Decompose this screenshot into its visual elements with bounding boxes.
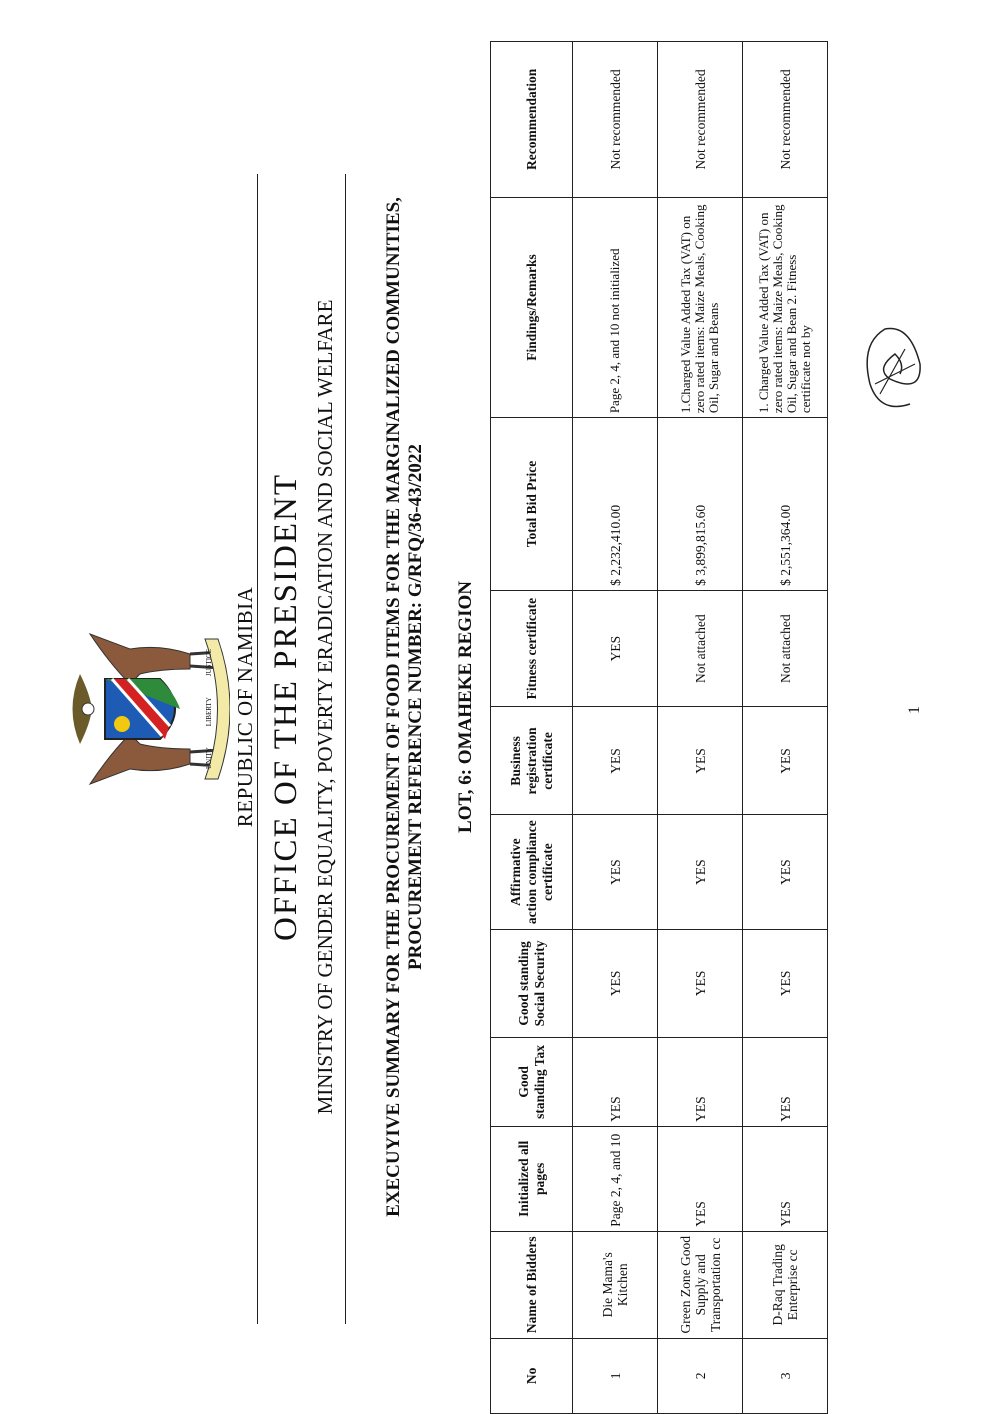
table-row xyxy=(573,42,658,1414)
motto-liberty: LIBERTY xyxy=(205,697,213,727)
cell-social-security: YES xyxy=(573,929,658,1037)
cell-business-registration: YES xyxy=(573,707,658,815)
cell-total-bid-price: $ 2,551,364.00 xyxy=(743,418,828,591)
cell-bidder-name: D-Raq Trading Enterprise cc xyxy=(743,1231,828,1338)
cell-no: 1 xyxy=(573,1338,658,1413)
cell-tax: YES xyxy=(743,1037,828,1126)
cell-total-bid-price: $ 3,899,815.60 xyxy=(658,418,743,591)
header-total-bid-price: Total Bid Price xyxy=(491,418,573,591)
header-fitness: Fitness certificate xyxy=(491,590,573,707)
header-no: No xyxy=(491,1338,573,1413)
cell-affirmative-action: YES xyxy=(658,815,743,929)
ministry-heading: MINISTRY OF GENDER EQUALITY, POVERTY ERADICATION AND SOCIAL WELFARE xyxy=(313,299,337,1115)
cell-recommendation: Not recommended xyxy=(743,42,828,198)
signature-icon xyxy=(850,314,930,424)
header-affirmative-action: Affirmative action compliance certificate xyxy=(491,815,573,929)
cell-social-security: YES xyxy=(743,929,828,1037)
table-row xyxy=(743,42,828,1414)
republic-heading: REPUBLIC OF NAMIBIA xyxy=(233,586,257,828)
header-rule-bottom xyxy=(345,174,346,1324)
header-bidder-name: Name of Bidders xyxy=(491,1231,573,1338)
lot-heading: LOT, 6: OMAHEKE REGION xyxy=(455,581,476,833)
summary-title xyxy=(383,0,427,1414)
cell-no: 2 xyxy=(658,1338,743,1413)
cell-recommendation: Not recommended xyxy=(658,42,743,198)
page-number: 1 xyxy=(906,706,923,714)
summary-line-2: PROCUREMENT REFERENCE NUMBER: G/RFQ/36-43/2022 xyxy=(405,444,426,970)
cell-affirmative-action: YES xyxy=(743,815,828,929)
cell-social-security: YES xyxy=(658,929,743,1037)
cell-fitness: Not attached xyxy=(658,590,743,707)
header-rule-top xyxy=(257,174,258,1324)
header-tax: Good standing Tax xyxy=(491,1037,573,1126)
cell-business-registration: YES xyxy=(743,707,828,815)
motto-justice: JUSTICE xyxy=(205,649,213,677)
cell-fitness: YES xyxy=(573,590,658,707)
cell-total-bid-price: $ 2,232,410.00 xyxy=(573,418,658,591)
cell-business-registration: YES xyxy=(658,707,743,815)
bid-evaluation-table xyxy=(490,41,828,1414)
cell-remarks: Page 2, 4, and 10 not initialized xyxy=(573,197,658,417)
cell-fitness: Not attached xyxy=(743,590,828,707)
header-social-security: Good standing Social Security xyxy=(491,929,573,1037)
table-header-row xyxy=(491,42,573,1414)
cell-remarks: 1. Charged Value Added Tax (VAT) on zero rated items: Maize Meals, Cooking Oil, Sugar and Bean 2. Fitness certificate not by xyxy=(743,197,828,417)
cell-bidder-name: Die Mama's Kitchen xyxy=(573,1231,658,1338)
header-initialized: Initialized all pages xyxy=(491,1126,573,1231)
cell-tax: YES xyxy=(573,1037,658,1126)
coat-of-arms-motto xyxy=(205,649,213,769)
header-recommendation: Recommendation xyxy=(491,42,573,198)
header-business-registration: Business registration certificate xyxy=(491,707,573,815)
office-heading: OFFICE OF THE PRESIDENT xyxy=(268,472,304,942)
cell-tax: YES xyxy=(658,1037,743,1126)
cell-affirmative-action: YES xyxy=(573,815,658,929)
cell-bidder-name: Green Zone Good Supply and Transportation cc xyxy=(658,1231,743,1338)
header-findings: Findings/Remarks xyxy=(491,197,573,417)
motto-unity: UNITY xyxy=(205,747,213,769)
summary-line-1: EXECUYIVE SUMMARY FOR THE PROCUREMENT OF FOOD ITEMS FOR THE MARGINALIZED COMMUNITIES, xyxy=(383,197,404,1217)
cell-initialized: YES xyxy=(658,1126,743,1231)
table-row xyxy=(658,42,743,1414)
cell-initialized: YES xyxy=(743,1126,828,1231)
cell-remarks: 1.Charged Value Added Tax (VAT) on zero rated items: Maize Meals, Cooking Oil, Sugar and Beans xyxy=(658,197,743,417)
cell-recommendation: Not recommended xyxy=(573,42,658,198)
cell-initialized: Page 2, 4, and 10 xyxy=(573,1126,658,1231)
cell-no: 3 xyxy=(743,1338,828,1413)
